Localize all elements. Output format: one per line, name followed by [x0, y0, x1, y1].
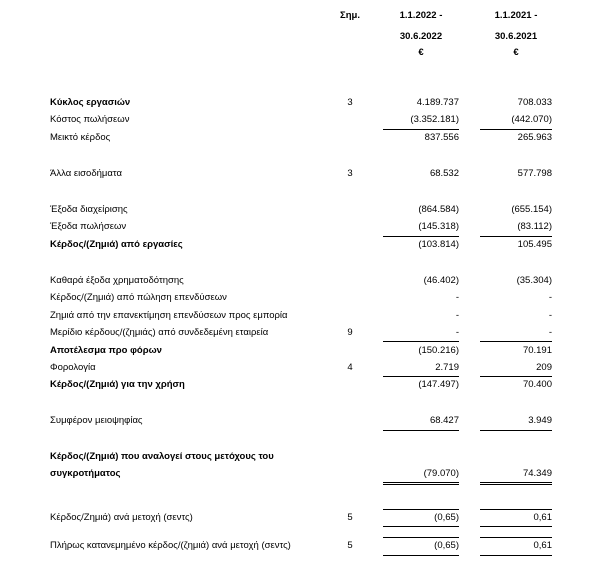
underline-2021	[480, 376, 552, 377]
statement-row	[0, 239, 600, 253]
statement-row	[0, 345, 600, 359]
value-2022: 4.189.737	[416, 97, 459, 108]
row-label: Έξοδα πωλήσεων	[50, 221, 127, 232]
value-2022: 2.719	[435, 362, 459, 373]
row-label: Αποτέλεσμα προ φόρων	[50, 345, 162, 356]
statement-row	[0, 132, 600, 146]
value-2021: 0,61	[533, 540, 552, 551]
value-2022: 68.532	[429, 168, 459, 179]
value-2021: 0,61	[533, 512, 552, 523]
note-column-header: Σημ.	[340, 10, 360, 21]
underline-2021	[480, 555, 552, 556]
value-2022: (3.352.181)	[410, 114, 459, 125]
value-2022: (150.216)	[418, 345, 459, 356]
value-2021: (83.112)	[517, 221, 552, 232]
value-2021: -	[548, 310, 552, 321]
overline-2022	[383, 537, 459, 538]
value-2021: -	[548, 327, 552, 338]
value-2021: (442.070)	[511, 114, 552, 125]
value-2021: 708.033	[517, 97, 552, 108]
statement-row	[0, 540, 600, 554]
period-2022-header: 1.1.2022 -	[399, 10, 443, 21]
value-2021: (655.154)	[511, 204, 552, 215]
row-label: Έξοδα διαχείρισης	[50, 204, 128, 215]
statement-row	[0, 415, 600, 429]
underline-2021	[480, 526, 552, 527]
period-2022-end: 30.6.2022	[399, 31, 443, 42]
underline-2022	[383, 376, 459, 377]
value-2021: -	[548, 292, 552, 303]
value-2021: 70.400	[522, 379, 552, 390]
row-label: Μεικτό κέρδος	[50, 132, 111, 143]
value-2021: 209	[536, 362, 552, 373]
value-2022: 837.556	[424, 132, 459, 143]
row-note: 4	[347, 362, 353, 373]
value-2022: (103.814)	[418, 239, 459, 250]
row-label: Άλλα εισοδήματα	[50, 168, 122, 179]
statement-row	[0, 451, 600, 465]
value-2021: 105.495	[517, 239, 552, 250]
statement-row	[0, 275, 600, 289]
value-2021: 3.949	[528, 415, 552, 426]
row-label: Πλήρως κατανεμημένο κέρδος/(ζημιά) ανά μετοχή (σεντς)	[50, 540, 291, 551]
statement-row	[0, 204, 600, 218]
row-label: Κέρδος/(Ζημιά) από εργασίες	[50, 239, 183, 250]
row-label: Κέρδος/(Ζημιά) για την χρήση	[50, 379, 185, 390]
statement-row	[0, 468, 600, 482]
statement-row	[0, 362, 600, 376]
period-2021-end: 30.6.2021	[494, 31, 538, 42]
statement-row	[0, 292, 600, 306]
row-note: 5	[347, 512, 353, 523]
statement-row	[0, 97, 600, 111]
row-label: Κέρδος/Ζημιά) ανά μετοχή (σεντς)	[50, 512, 193, 523]
row-note: 5	[347, 540, 353, 551]
row-label: συγκροτήματος	[50, 468, 121, 479]
underline-2021	[480, 129, 552, 130]
underline-2021	[480, 341, 552, 342]
value-2022: (145.318)	[418, 221, 459, 232]
row-label: Καθαρά έξοδα χρηματοδότησης	[50, 275, 184, 286]
period-2021-header: 1.1.2021 -	[494, 10, 538, 21]
underline-2022	[383, 236, 459, 237]
value-2022: -	[455, 292, 459, 303]
row-label: Κύκλος εργασιών	[50, 97, 131, 108]
row-note: 3	[347, 168, 353, 179]
underline-2022	[383, 482, 459, 483]
statement-row	[0, 512, 600, 526]
value-2022: (147.497)	[418, 379, 459, 390]
underline-2022	[383, 341, 459, 342]
currency-2021: €	[513, 47, 519, 58]
row-label: Συμφέρον μειοψηφίας	[50, 415, 143, 426]
row-label: Φορολογία	[50, 362, 96, 373]
value-2022: (46.402)	[423, 275, 459, 286]
value-2021: 577.798	[517, 168, 552, 179]
statement-row	[0, 114, 600, 128]
underline-2022	[383, 555, 459, 556]
row-label: Μερίδιο κέρδους/(ζημιάς) από συνδεδεμένη εταιρεία	[50, 327, 269, 338]
statement-row	[0, 221, 600, 235]
underline-2021	[480, 236, 552, 237]
value-2022: (79.070)	[423, 468, 459, 479]
statement-row	[0, 168, 600, 182]
underline-2022	[383, 526, 459, 527]
value-2022: (864.584)	[418, 204, 459, 215]
underline-2022	[383, 129, 459, 130]
value-2021: (35.304)	[516, 275, 552, 286]
row-label: Κόστος πωλήσεων	[50, 114, 130, 125]
underline-2022	[383, 430, 459, 431]
double-underline-2022	[383, 484, 459, 485]
currency-2022: €	[418, 47, 424, 58]
value-2022: -	[455, 327, 459, 338]
overline-2021	[480, 537, 552, 538]
value-2022: (0,65)	[434, 540, 459, 551]
value-2021: 265.963	[517, 132, 552, 143]
value-2021: 70.191	[522, 345, 552, 356]
overline-2021	[480, 509, 552, 510]
double-underline-2021	[480, 484, 552, 485]
row-label: Ζημιά από την επανεκτίμηση επενδύσεων προς εμπορία	[50, 310, 288, 321]
row-label: Κέρδος/(Ζημιά) από πώληση επενδύσεων	[50, 292, 227, 303]
statement-row	[0, 310, 600, 324]
value-2022: -	[455, 310, 459, 321]
underline-2021	[480, 482, 552, 483]
value-2022: (0,65)	[434, 512, 459, 523]
statement-row	[0, 379, 600, 393]
value-2021: 74.349	[522, 468, 552, 479]
overline-2022	[383, 509, 459, 510]
row-label: Κέρδος/(Ζημιά) που αναλογεί στους μετόχους του	[50, 451, 274, 462]
statement-row	[0, 327, 600, 341]
row-note: 9	[347, 327, 353, 338]
underline-2021	[480, 430, 552, 431]
value-2022: 68.427	[429, 415, 459, 426]
row-note: 3	[347, 97, 353, 108]
